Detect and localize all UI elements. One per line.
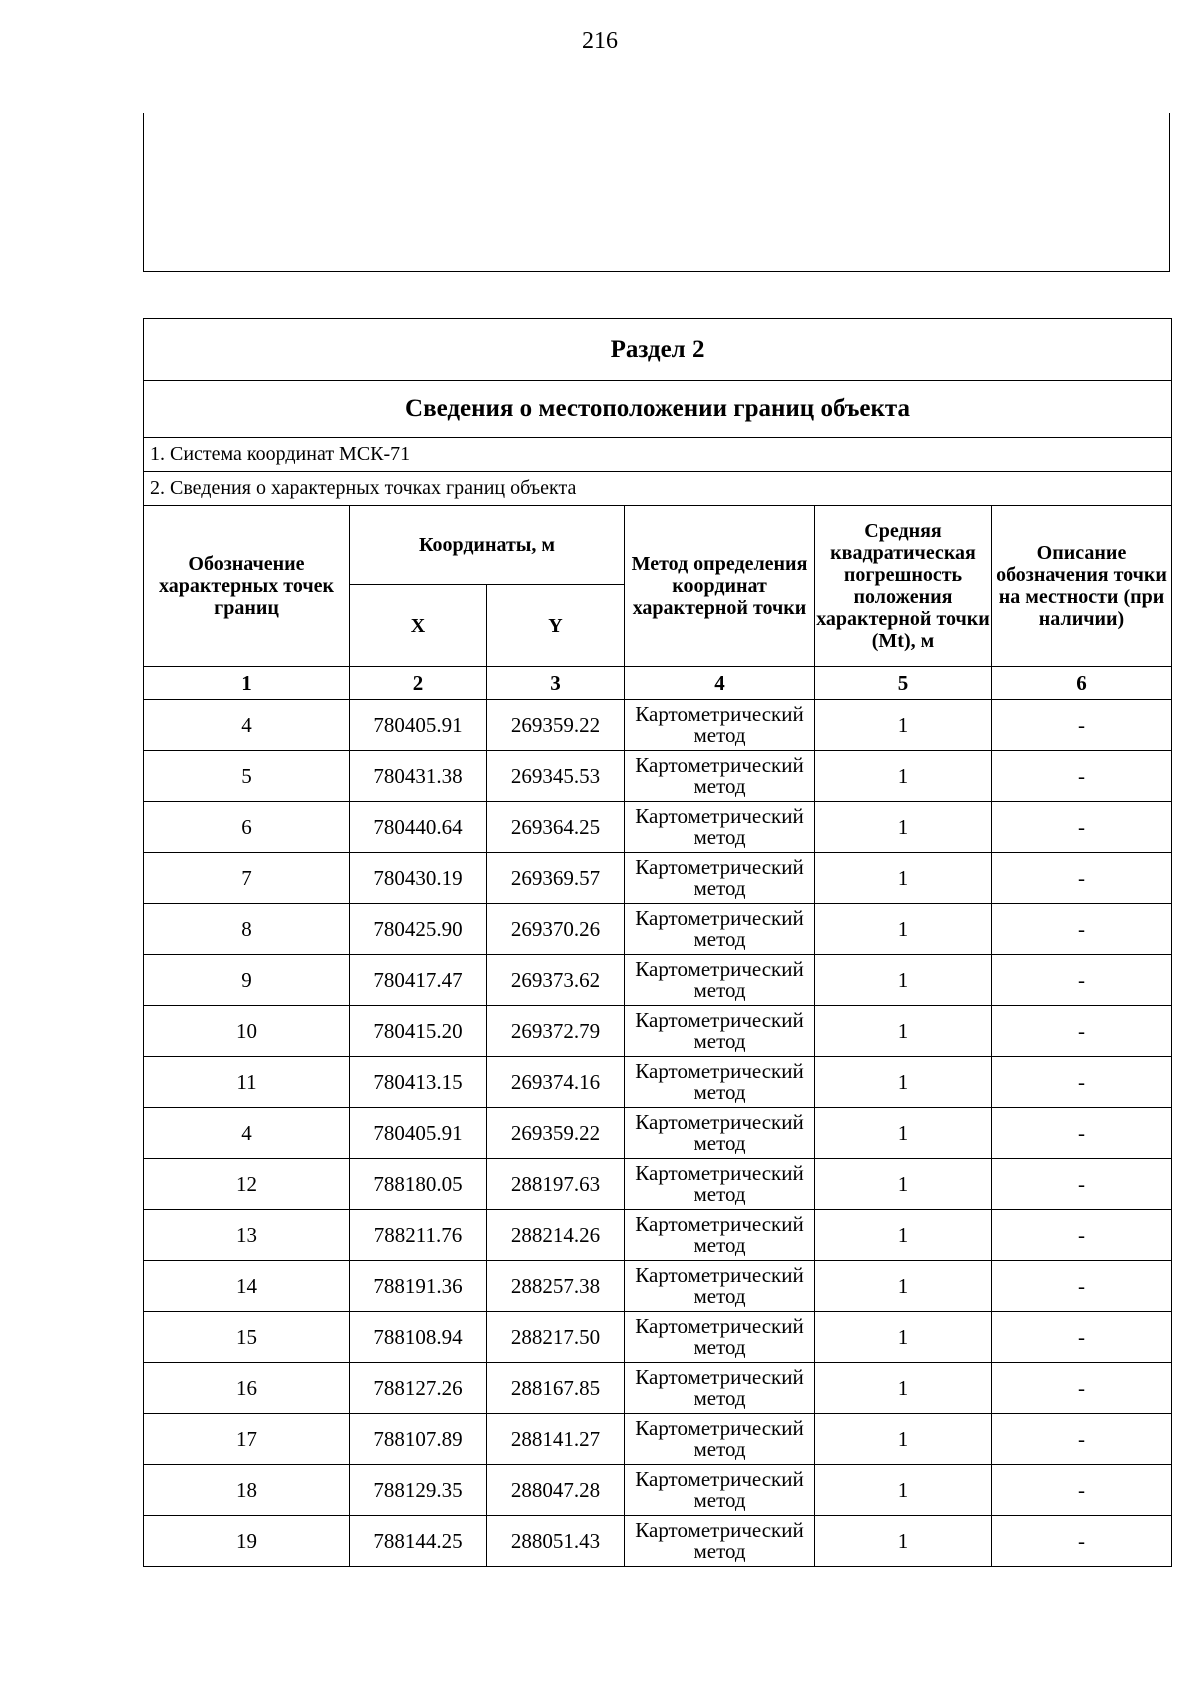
cell-x: 788144.25 [350,1516,487,1567]
table-row [144,1465,1172,1516]
cell-x: 780405.91 [350,700,487,751]
cell-description: - [992,1363,1172,1414]
table-row [144,1261,1172,1312]
cell-point: 5 [144,751,350,802]
cell-x: 788108.94 [350,1312,487,1363]
cell-error: 1 [815,1414,992,1465]
cell-description: - [992,1312,1172,1363]
cell-method: Картометрический метод [625,1465,815,1516]
cell-x: 780405.91 [350,1108,487,1159]
cell-point: 13 [144,1210,350,1261]
cell-y: 288214.26 [487,1210,625,1261]
cell-method: Картометрический метод [625,1261,815,1312]
cell-description: - [992,1465,1172,1516]
cell-point: 12 [144,1159,350,1210]
cell-method: Картометрический метод [625,1006,815,1057]
cell-y: 288197.63 [487,1159,625,1210]
cell-point: 4 [144,1108,350,1159]
cell-x: 780417.47 [350,955,487,1006]
table-row [144,1006,1172,1057]
cell-x: 780415.20 [350,1006,487,1057]
table-row [144,1363,1172,1414]
cell-error: 1 [815,1261,992,1312]
cell-error: 1 [815,904,992,955]
cell-method: Картометрический метод [625,1414,815,1465]
points-info-text: 2. Сведения о характерных точках границ объекта [144,472,1172,506]
cell-point: 15 [144,1312,350,1363]
column-number: 5 [815,667,992,700]
cell-error: 1 [815,700,992,751]
cell-description: - [992,1516,1172,1567]
cell-y: 288167.85 [487,1363,625,1414]
cell-x: 788191.36 [350,1261,487,1312]
cell-error: 1 [815,751,992,802]
table-row [144,1210,1172,1261]
cell-x: 780430.19 [350,853,487,904]
header-description: Описание обозначения точки на местности (при наличии) [992,506,1172,667]
cell-y: 269364.25 [487,802,625,853]
cell-method: Картометрический метод [625,1108,815,1159]
cell-point: 18 [144,1465,350,1516]
cell-x: 780425.90 [350,904,487,955]
cell-x: 788129.35 [350,1465,487,1516]
table-row [144,853,1172,904]
cell-error: 1 [815,1108,992,1159]
cell-description: - [992,1414,1172,1465]
header-coordinates: Координаты, м [350,506,625,585]
cell-method: Картометрический метод [625,1516,815,1567]
cell-y: 288217.50 [487,1312,625,1363]
cell-point: 6 [144,802,350,853]
previous-section-box [143,113,1170,272]
table-row [144,1312,1172,1363]
cell-point: 10 [144,1006,350,1057]
cell-point: 19 [144,1516,350,1567]
cell-x: 788127.26 [350,1363,487,1414]
column-number: 2 [350,667,487,700]
cell-description: - [992,1108,1172,1159]
table-row [144,751,1172,802]
column-number: 6 [992,667,1172,700]
cell-description: - [992,1057,1172,1108]
cell-y: 288047.28 [487,1465,625,1516]
cell-error: 1 [815,1516,992,1567]
cell-description: - [992,1006,1172,1057]
cell-error: 1 [815,1006,992,1057]
header-method: Метод определения координат характерной точки [625,506,815,667]
cell-method: Картометрический метод [625,1159,815,1210]
cell-error: 1 [815,1210,992,1261]
cell-description: - [992,700,1172,751]
table-row [144,955,1172,1006]
page-number: 216 [582,28,618,54]
cell-description: - [992,1261,1172,1312]
cell-y: 269359.22 [487,700,625,751]
cell-description: - [992,904,1172,955]
table-row [144,802,1172,853]
cell-method: Картометрический метод [625,1312,815,1363]
cell-x: 788107.89 [350,1414,487,1465]
cell-y: 269373.62 [487,955,625,1006]
cell-method: Картометрический метод [625,751,815,802]
section-title-row [144,319,1172,381]
header-y: Y [487,585,625,667]
table-row [144,1516,1172,1567]
cell-y: 269359.22 [487,1108,625,1159]
cell-x: 780413.15 [350,1057,487,1108]
header-x: X [350,585,487,667]
table-row [144,1108,1172,1159]
points-info-row [144,472,1172,506]
coordinate-system-text: 1. Система координат МСК-71 [144,438,1172,472]
cell-x: 780431.38 [350,751,487,802]
cell-y: 269345.53 [487,751,625,802]
cell-description: - [992,802,1172,853]
column-number: 3 [487,667,625,700]
table-row [144,700,1172,751]
column-number: 4 [625,667,815,700]
cell-point: 9 [144,955,350,1006]
coordinate-system-row [144,438,1172,472]
section-title: Раздел 2 [144,319,1172,381]
cell-error: 1 [815,1159,992,1210]
cell-x: 788180.05 [350,1159,487,1210]
cell-point: 17 [144,1414,350,1465]
cell-method: Картометрический метод [625,802,815,853]
cell-error: 1 [815,1465,992,1516]
cell-method: Картометрический метод [625,1363,815,1414]
cell-error: 1 [815,853,992,904]
cell-error: 1 [815,1312,992,1363]
cell-description: - [992,955,1172,1006]
cell-y: 269370.26 [487,904,625,955]
table-row [144,1159,1172,1210]
cell-point: 16 [144,1363,350,1414]
cell-description: - [992,751,1172,802]
cell-description: - [992,1159,1172,1210]
cell-x: 780440.64 [350,802,487,853]
cell-y: 288141.27 [487,1414,625,1465]
cell-method: Картометрический метод [625,1210,815,1261]
cell-method: Картометрический метод [625,955,815,1006]
cell-error: 1 [815,1057,992,1108]
section-subtitle: Сведения о местоположении границ объекта [144,381,1172,438]
cell-y: 288257.38 [487,1261,625,1312]
cell-y: 269372.79 [487,1006,625,1057]
cell-point: 11 [144,1057,350,1108]
section-subtitle-row [144,381,1172,438]
header-designation: Обозначение характерных точек границ [144,506,350,667]
cell-point: 8 [144,904,350,955]
cell-point: 4 [144,700,350,751]
cell-method: Картометрический метод [625,904,815,955]
cell-y: 269374.16 [487,1057,625,1108]
cell-point: 14 [144,1261,350,1312]
cell-error: 1 [815,1363,992,1414]
header-row-1 [144,506,1172,585]
cell-method: Картометрический метод [625,1057,815,1108]
cell-method: Картометрический метод [625,853,815,904]
column-numbers-row [144,667,1172,700]
cell-method: Картометрический метод [625,700,815,751]
header-error: Средняя квадратическая погрешность положения характерной точки (Mt), м [815,506,992,667]
table-row [144,904,1172,955]
column-number: 1 [144,667,350,700]
table-row [144,1414,1172,1465]
cell-description: - [992,1210,1172,1261]
cell-error: 1 [815,802,992,853]
cell-error: 1 [815,955,992,1006]
cell-description: - [992,853,1172,904]
cell-x: 788211.76 [350,1210,487,1261]
boundary-points-table [143,318,1172,1567]
cell-y: 288051.43 [487,1516,625,1567]
cell-y: 269369.57 [487,853,625,904]
cell-point: 7 [144,853,350,904]
table-row [144,1057,1172,1108]
